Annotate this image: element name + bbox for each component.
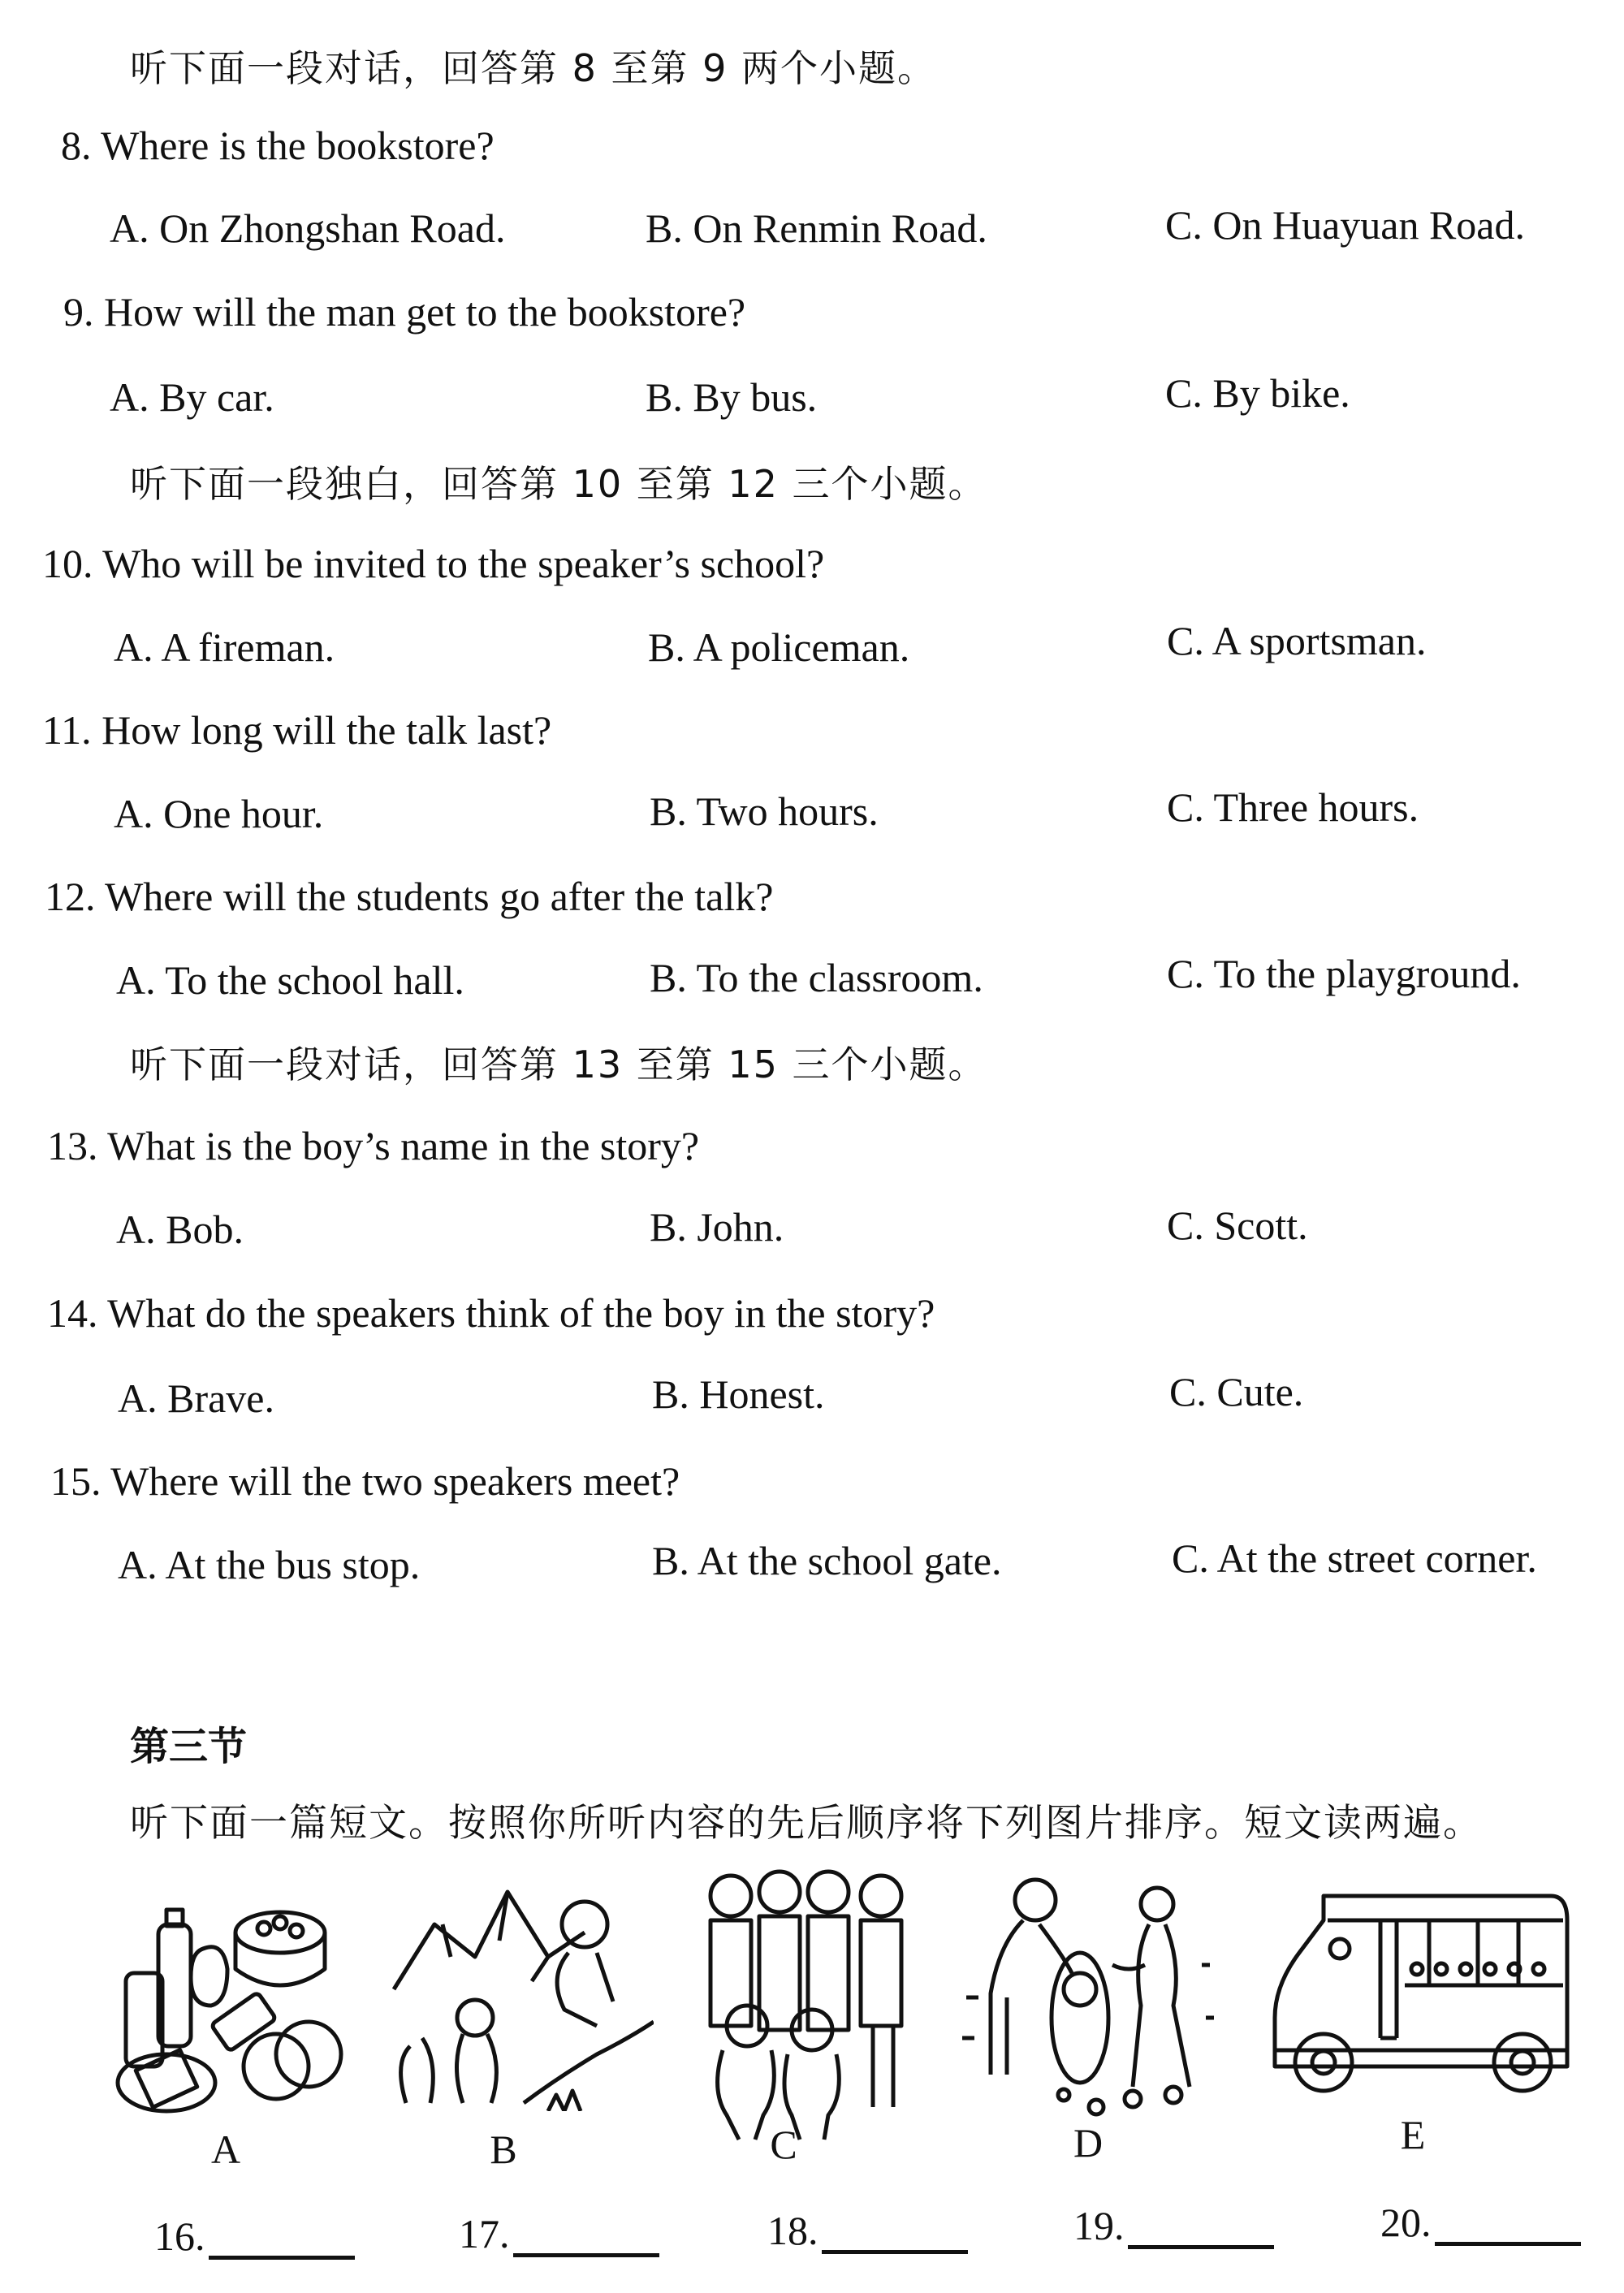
answer-line[interactable] [209, 2223, 355, 2260]
q14-option-c[interactable]: C. Cute. [1169, 1369, 1304, 1414]
q11-option-a[interactable]: A. One hour. [114, 791, 324, 836]
picture-b [386, 1876, 654, 2111]
q9-option-a[interactable]: A. By car. [110, 374, 274, 420]
picture-d [958, 1876, 1226, 2119]
mountain-hiking-icon [386, 1876, 654, 2111]
picture-a-label: A [210, 2127, 241, 2172]
question-11: 11. How long will the talk last? [42, 707, 552, 753]
question-13: 13. What is the boy’s name in the story? [47, 1123, 700, 1168]
picking-up-litter-icon [958, 1876, 1226, 2119]
bus-icon [1267, 1888, 1575, 2099]
question-10: 10. Who will be invited to the speaker’s school? [42, 541, 825, 586]
picture-b-label: B [490, 2127, 517, 2172]
picture-e [1267, 1888, 1575, 2099]
q15-option-a[interactable]: A. At the bus stop. [118, 1542, 421, 1587]
q8-option-c[interactable]: C. On Huayuan Road. [1165, 202, 1525, 248]
blank-number: 16. [154, 2213, 205, 2259]
picnic-food-icon [114, 1892, 357, 2119]
blank-number: 17. [459, 2211, 510, 2256]
q12-option-c[interactable]: C. To the playground. [1167, 951, 1521, 996]
q10-option-b[interactable]: B. A policeman. [648, 624, 910, 670]
q13-option-c[interactable]: C. Scott. [1167, 1203, 1308, 1248]
answer-blank-18[interactable] [767, 2207, 968, 2254]
q13-option-a[interactable]: A. Bob. [116, 1207, 244, 1252]
q8-option-a[interactable]: A. On Zhongshan Road. [110, 205, 506, 251]
answer-blank-16[interactable] [154, 2213, 355, 2260]
answer-blank-17[interactable] [459, 2210, 659, 2257]
section-3-instruction: 听下面一篇短文。按照你所听内容的先后顺序将下列图片排序。短文读两遍。 [130, 1801, 1483, 1846]
q14-option-a[interactable]: A. Brave. [118, 1375, 274, 1421]
q10-option-c[interactable]: C. A sportsman. [1167, 618, 1427, 663]
q14-option-b[interactable]: B. Honest. [652, 1371, 825, 1417]
q13-option-b[interactable]: B. John. [650, 1204, 784, 1250]
q15-option-b[interactable]: B. At the school gate. [652, 1538, 1002, 1583]
q12-option-a[interactable]: A. To the school hall. [116, 957, 464, 1003]
answer-blank-20[interactable] [1380, 2199, 1581, 2246]
picture-e-label: E [1400, 2112, 1426, 2157]
q9-option-c[interactable]: C. By bike. [1165, 370, 1350, 416]
q9-option-b[interactable]: B. By bus. [646, 374, 818, 420]
answer-line[interactable] [513, 2221, 659, 2257]
q10-option-a[interactable]: A. A fireman. [114, 624, 335, 670]
question-15: 15. Where will the two speakers meet? [50, 1458, 680, 1504]
q15-option-c[interactable]: C. At the street corner. [1172, 1535, 1537, 1581]
picture-a [114, 1892, 357, 2119]
answer-line[interactable] [822, 2217, 968, 2254]
question-9: 9. How will the man get to the bookstore? [63, 289, 746, 335]
blank-number: 20. [1380, 2200, 1432, 2245]
q11-option-c[interactable]: C. Three hours. [1167, 784, 1419, 830]
picture-c [698, 1863, 918, 2144]
section-3-title: 第三节 [130, 1724, 248, 1769]
q8-option-b[interactable]: B. On Renmin Road. [646, 205, 987, 251]
instruction-q10-12: 听下面一段独白，回答第 10 至第 12 三个小题。 [130, 462, 987, 506]
picture-d-label: D [1073, 2120, 1104, 2166]
answer-line[interactable] [1128, 2213, 1274, 2249]
instruction-q8-9: 听下面一段对话，回答第 8 至第 9 两个小题。 [130, 46, 937, 90]
answer-blank-19[interactable] [1073, 2202, 1274, 2249]
question-12: 12. Where will the students go after the talk? [45, 874, 774, 919]
picture-c-label: C [770, 2122, 797, 2167]
blank-number: 19. [1073, 2203, 1125, 2248]
instruction-q13-15: 听下面一段对话，回答第 13 至第 15 三个小题。 [130, 1043, 987, 1086]
q12-option-b[interactable]: B. To the classroom. [650, 955, 983, 1000]
q11-option-b[interactable]: B. Two hours. [650, 788, 879, 834]
answer-line[interactable] [1435, 2209, 1581, 2246]
group-of-students-icon [698, 1863, 918, 2144]
blank-number: 18. [767, 2208, 818, 2253]
question-8: 8. Where is the bookstore? [61, 123, 495, 168]
question-14: 14. What do the speakers think of the boy in the story? [47, 1290, 935, 1336]
